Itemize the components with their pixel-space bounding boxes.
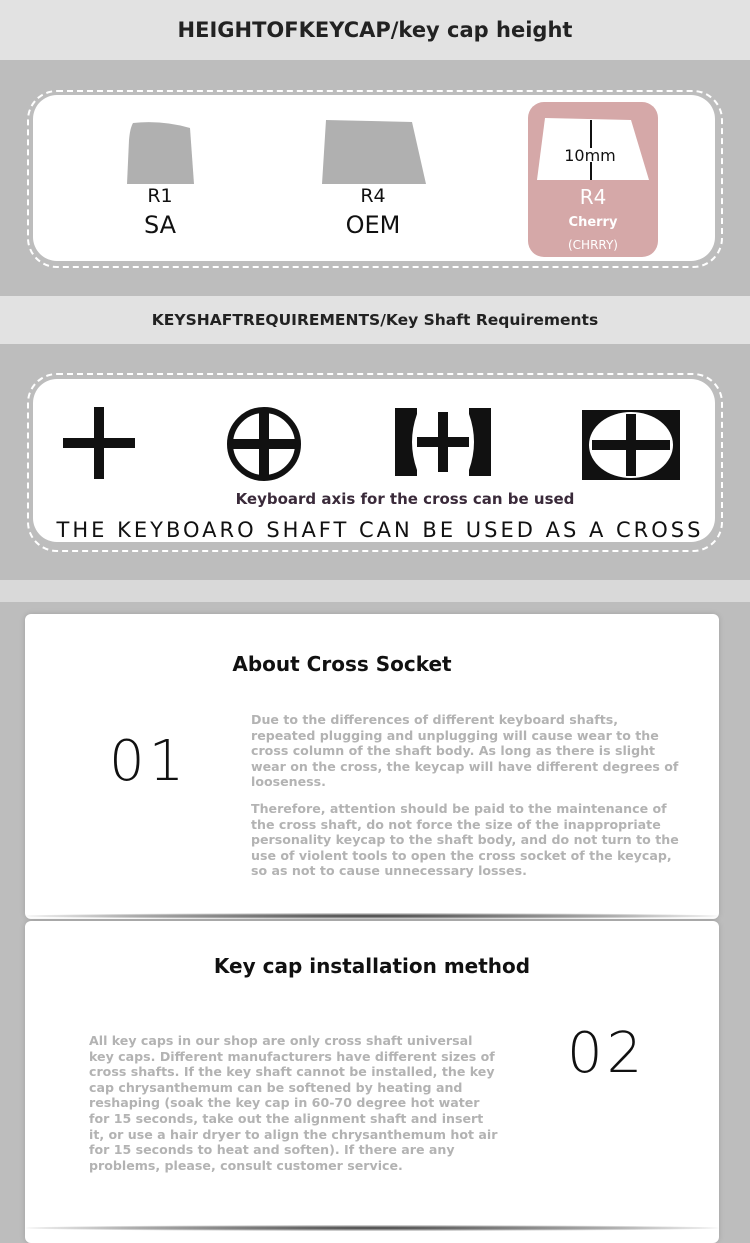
sa-keycap-icon (124, 120, 196, 186)
installation-card (25, 921, 719, 1243)
bracket-cross-icon (395, 408, 491, 476)
cross-socket-paragraph-1: Due to the differences of different keyboard shafts, repeated plugging and unplugging will cause wear to the cross column of the shaft body. As long as there is slight wear on the cross, the keycap will have different degrees of looseness. (251, 712, 679, 790)
cherry-profile-label: Cherry (568, 215, 618, 230)
cross-socket-number: 01 (109, 729, 189, 794)
plain-cross-icon (63, 407, 135, 479)
oem-row-label: R4 (360, 185, 386, 207)
cherry-row-label: R4 (579, 185, 607, 209)
card-divider-shadow (25, 913, 719, 919)
cross-socket-title: About Cross Socket (232, 652, 452, 676)
cross-socket-paragraph-2: Therefore, attention should be paid to the maintenance of the cross shaft, do not force the size of the inappropriate personality keycap to the shaft body, and do not turn to the use of violent tools to open the cross socket of the keycap, so as not to cause unnecessary losses. (251, 801, 679, 879)
oem-keycap-icon (320, 118, 428, 186)
sa-profile-label: SA (143, 211, 177, 239)
installation-number: 02 (567, 1021, 647, 1086)
shaft-section-title: KEYSHAFTREQUIREMENTS/Key Shaft Requirements (0, 296, 750, 344)
sa-row-label: R1 (147, 185, 173, 207)
cherry-note-label: (CHRRY) (567, 238, 618, 252)
cherry-height-measure: 10mm (564, 146, 616, 165)
shaft-banner: THE KEYBOARO SHAFT CAN BE USED AS A CROSS (56, 518, 704, 542)
cross-socket-card (25, 614, 719, 919)
installation-paragraph: All key caps in our shop are only cross shaft universal key caps. Different manufacturers have different sizes of cross shafts. If the key shaft cannot be installed, the key cap chrysanthemum can be softened by heating and reshaping (soak the key cap in 60-70 degree hot water for 15 seconds, take out the alignment shaft and insert it, or use a hair dryer to align the chrysanthemum hot air for 15 seconds to heat and soften). If there are any problems, please, consult customer service. (89, 1033, 498, 1173)
shaft-caption: Keyboard axis for the cross can be used (235, 490, 575, 508)
oem-profile-label: OEM (345, 211, 401, 239)
installation-title: Key cap installation method (213, 954, 531, 978)
separator-strip (0, 580, 750, 602)
height-section-title: HEIGHTOFKEYCAP/key cap height (0, 0, 750, 60)
boxed-cross-icon (582, 410, 680, 480)
round-cross-icon (225, 405, 303, 483)
card-bottom-shadow (25, 1225, 719, 1231)
